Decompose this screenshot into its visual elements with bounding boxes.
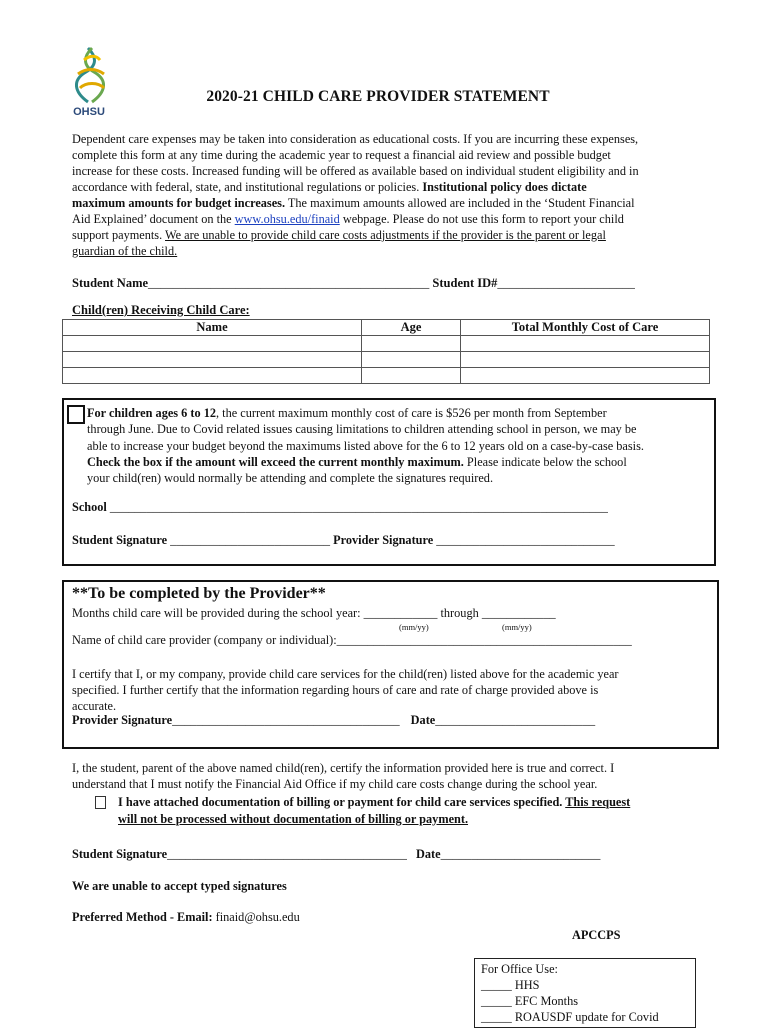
provider-sig-field[interactable]: _____________________________________ [172, 713, 400, 727]
school-line [72, 500, 608, 515]
office-use-box [474, 958, 696, 1028]
student-name-label: Student Name [72, 276, 149, 290]
ages-line: your child(ren) would normally be attending and complete the signatures required. [87, 471, 494, 486]
intro-line [72, 211, 639, 227]
attach-checkbox[interactable] [95, 796, 106, 812]
provider-signature-field[interactable]: _____________________________ [433, 533, 615, 547]
child-cost-cell[interactable] [461, 336, 710, 352]
intro-line [72, 195, 639, 211]
child-cost-cell[interactable] [461, 352, 710, 368]
final-date-label: Date [415, 847, 441, 861]
intro-text: Aid Explained’ document on the [72, 212, 235, 226]
student-signature-field[interactable]: __________________________ [167, 533, 334, 547]
col-age: Age [362, 320, 461, 336]
children-heading: Child(ren) Receiving Child Care: [72, 303, 250, 317]
intro-line [72, 179, 639, 195]
preferred-label: Preferred Method - Email: [72, 910, 213, 924]
policy-bold: Institutional policy does dictate [422, 180, 587, 194]
intro-text: accordance with federal, state, and institutional regulations or policies. [72, 180, 423, 194]
ohsu-logo [66, 44, 116, 120]
logo-text: OHSU [73, 106, 105, 118]
final-student-sig-label: Student Signature [72, 847, 168, 861]
final-student-sig-field[interactable]: _______________________________________ [167, 847, 407, 861]
checkbox-icon [95, 796, 106, 809]
child-name-cell[interactable] [63, 352, 362, 368]
mmyy-hint-end: (mm/yy) [502, 622, 532, 632]
through-label: through [437, 606, 482, 620]
preferred-email[interactable]: finaid@ohsu.edu [212, 910, 300, 924]
final-signature-line [72, 847, 600, 862]
office-use-title: For Office Use: [481, 962, 558, 976]
office-item [481, 993, 689, 1009]
child-age-cell[interactable] [362, 352, 461, 368]
attach-warning: This request [565, 795, 631, 809]
office-item-label: ROAUSDF update for Covid [511, 1010, 659, 1024]
provider-sig-line [72, 713, 595, 728]
table-row [63, 336, 710, 352]
attach-text: I have attached documentation of billing or payment for child care services specified. [118, 795, 566, 809]
attach-warning: will not be processed without documentation of billing or payment. [118, 811, 469, 826]
col-cost: Total Monthly Cost of Care [461, 320, 710, 336]
office-item-label: EFC Months [511, 994, 579, 1008]
ages-paragraph [87, 405, 644, 486]
policy-bold: maximum amounts for budget increases. [72, 196, 286, 210]
intro-paragraph [72, 131, 639, 259]
student-name-field[interactable]: _____________________________________________ [148, 276, 430, 290]
provider-name-label: Name of child care provider (company or individual): [72, 633, 337, 647]
child-name-cell[interactable] [63, 368, 362, 384]
child-age-cell[interactable] [362, 336, 461, 352]
parent-provider-note: We are unable to provide child care costs adjustments if the provider is the parent or legal [165, 228, 606, 242]
ages-line: through June. Due to Covid related issues causing limitations to children attending school in person, we may be [87, 422, 637, 437]
checkbox-icon [67, 405, 85, 424]
provider-sig-label: Provider Signature [72, 713, 173, 727]
student-id-field[interactable]: ______________________ [497, 276, 635, 290]
cert-line: I certify that I, or my company, provide child care services for the child(ren) listed above for the academic year [72, 667, 619, 681]
child-cost-cell[interactable] [461, 368, 710, 384]
intro-line: guardian of the child. [72, 244, 178, 258]
student-info-line [72, 276, 635, 291]
intro-line: Dependent care expenses may be taken into consideration as educational costs. If you are incurring these expenses, [72, 132, 639, 146]
months-start-field[interactable]: ____________ [363, 606, 438, 620]
office-item [481, 977, 689, 993]
office-item-blank[interactable]: _____ [481, 994, 512, 1008]
provider-date-field[interactable]: __________________________ [435, 713, 596, 727]
ages-line [87, 405, 644, 421]
office-item-label: HHS [511, 978, 540, 992]
intro-line: complete this form at any time during the academic year to request a financial aid review and possible budget [72, 148, 611, 162]
provider-certification [72, 666, 619, 714]
provider-name-line [72, 633, 632, 648]
ages-text: Please indicate below the school [463, 454, 627, 469]
student-certification [72, 760, 614, 792]
months-label: Months child care will be provided during the school year: [72, 606, 364, 620]
page-title: 2020-21 CHILD CARE PROVIDER STATEMENT [206, 88, 550, 105]
cert-line: specified. I further certify that the information regarding hours of care and rate of charge provided above is [72, 683, 599, 697]
office-item-blank[interactable]: _____ [481, 978, 512, 992]
office-item [481, 1009, 689, 1025]
ages-bold: Check the box if the amount will exceed the current monthly maximum. [87, 454, 464, 469]
col-name: Name [63, 320, 362, 336]
final-date-field[interactable]: __________________________ [440, 847, 601, 861]
student-cert-line: I, the student, parent of the above named child(ren), certify the information provided here is true and correct. I [72, 761, 615, 775]
typed-signature-note: We are unable to accept typed signatures [72, 879, 287, 893]
provider-signature-label: Provider Signature [333, 533, 434, 547]
preferred-method [72, 910, 300, 925]
apccps-code: APCCPS [572, 928, 621, 942]
student-id-label: Student ID# [429, 276, 498, 290]
box-signatures-line [72, 533, 615, 548]
exceed-maximum-checkbox[interactable] [67, 405, 85, 425]
intro-text: webpage. Please do not use this form to report your child [339, 212, 624, 226]
ages-bold: For children ages 6 to 12 [87, 406, 216, 420]
intro-line: increase for these costs. Increased funding will be offered as available based on individual student eligibility and in [72, 164, 639, 178]
school-field[interactable]: _________________________________________________________________________________ [106, 500, 608, 514]
months-end-field[interactable]: ____________ [481, 606, 556, 620]
intro-text: support payments. [72, 228, 166, 242]
table-header-row [63, 320, 710, 336]
intro-line [72, 227, 639, 243]
school-label: School [72, 500, 107, 514]
children-table [62, 319, 710, 384]
attach-line [118, 794, 630, 811]
table-row [63, 368, 710, 384]
months-line [72, 606, 556, 621]
intro-text: The maximum amounts allowed are included in the ‘Student Financial [285, 196, 635, 210]
ages-line [87, 454, 644, 470]
ages-text: , the current maximum monthly cost of care is $526 per month from September [216, 406, 607, 420]
provider-date-label: Date [410, 713, 436, 727]
student-cert-line: understand that I must notify the Financial Aid Office if my child care costs change during the school year. [72, 777, 598, 791]
table-row [63, 352, 710, 368]
finaid-link[interactable]: www.ohsu.edu/finaid [234, 212, 340, 226]
student-signature-label: Student Signature [72, 533, 168, 547]
mmyy-hint-start: (mm/yy) [399, 622, 429, 632]
attach-statement [118, 794, 630, 827]
provider-heading: **To be completed by the Provider** [72, 585, 326, 602]
cert-line: accurate. [72, 699, 117, 713]
provider-name-field[interactable]: ________________________________________________ [336, 633, 632, 647]
child-name-cell[interactable] [63, 336, 362, 352]
office-item-blank[interactable]: _____ [481, 1010, 512, 1024]
ages-line: able to increase your budget beyond the maximums listed above for the 6 to 12 years old on a case-by-case basis. [87, 438, 644, 453]
child-age-cell[interactable] [362, 368, 461, 384]
